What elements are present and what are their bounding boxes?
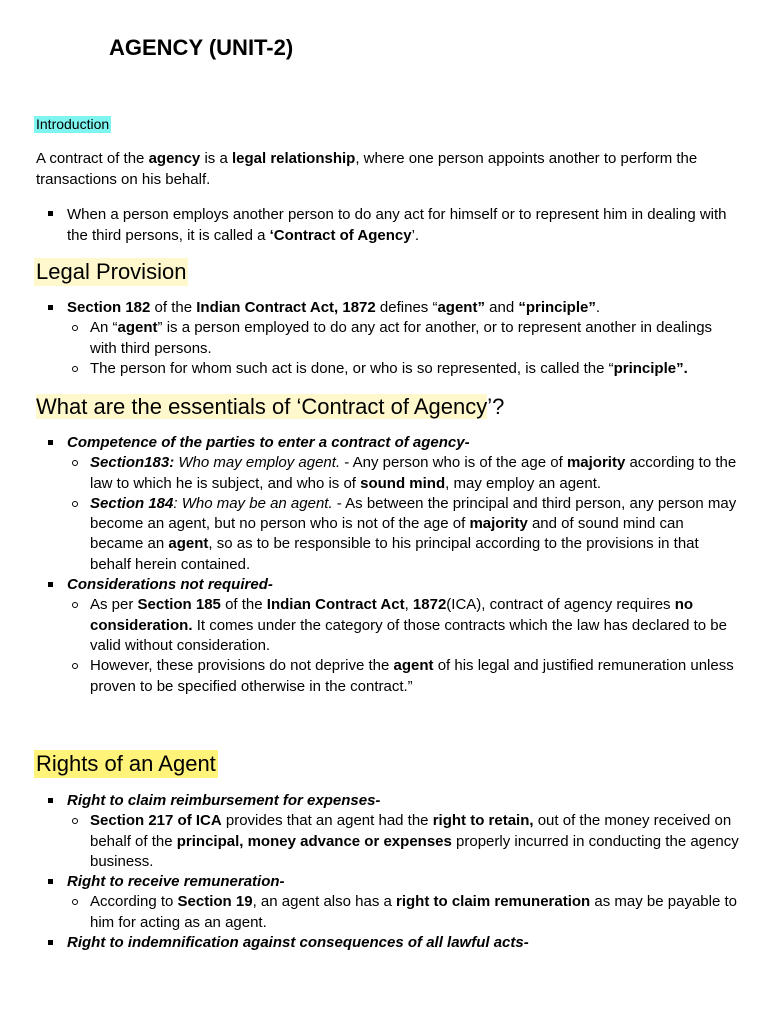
essentials-heading: What are the essentials of ‘Contract of Agency’?	[36, 394, 505, 419]
introduction-label: Introduction	[36, 116, 110, 132]
sub-list-item: Section 217 of ICA provides that an agent had the right to retain, out of the money received on behalf of the principal, money advance or expenses properly incurred in conducting the agency business.	[67, 811, 740, 872]
sub-list-item: Section183: Who may employ agent. - Any person who is of the age of majority according to the law to which he is subject, and who is of sound mind, may employ an agent.	[67, 453, 740, 494]
intro-list	[0, 204, 740, 246]
list-item: Considerations not required- As per Section 185 of the Indian Contract Act, 1872(ICA), contract of agency requires no consideration. It comes under the category of those contracts which the law has declared to be valid without consideration. However, these provisions do not deprive the agent of his legal and justified remuneration unless proven to be specified otherwise in the contract.”	[0, 575, 740, 697]
rights-heading: Rights of an Agent	[36, 751, 216, 776]
page-title: AGENCY (UNIT-2)	[109, 35, 294, 60]
sub-list-item: Section 184: Who may be an agent. - As between the principal and third person, any person may become an agent, but no person who is not of the age of majority and of sound mind can became an agent, so as to be responsible to his principal according to the provisions in that behalf herein contained.	[67, 494, 740, 575]
list-item: Right to receive remuneration- According to Section 19, an agent also has a right to claim remuneration as may be payable to him for acting as an agent.	[0, 872, 740, 933]
intro-paragraph: A contract of the agency is a legal relationship, where one person appoints another to perform the transactions on his behalf.	[36, 150, 698, 188]
sub-list-item: The person for whom such act is done, or who is so represented, is called the “principle”.	[67, 359, 740, 379]
legal-provision-list	[0, 298, 740, 379]
list-item: Section 182 of the Indian Contract Act, 1872 defines “agent” and “principle”. An “agent” is a person employed to do any act for another, or to represent another in dealings with third persons. The person for whom such act is done, or who is so represented, is called the “principle”.	[0, 298, 740, 379]
essentials-list	[0, 433, 740, 697]
sub-list-item: As per Section 185 of the Indian Contract Act, 1872(ICA), contract of agency requires no consideration. It comes under the category of those contracts which the law has declared to be valid without consideration.	[67, 595, 740, 656]
list-item: Competence of the parties to enter a contract of agency- Section183: Who may employ agent. - Any person who is of the age of majority according to the law to which he is subject, and who is of sound mind, may employ an agent. Section 184: Who may be an agent. - As between the principal and third person, any person may become an agent, but no person who is not of the age of majority and of sound mind can became an agent, so as to be responsible to his principal according to the provisions in that behalf herein contained.	[0, 433, 740, 575]
sub-list-item: According to Section 19, an agent also has a right to claim remuneration as may be payable to him for acting as an agent.	[67, 892, 740, 933]
legal-provision-heading: Legal Provision	[36, 259, 187, 284]
list-item: Right to claim reimbursement for expenses- Section 217 of ICA provides that an agent had the right to retain, out of the money received on behalf of the principal, money advance or expenses properly incurred in conducting the agency business.	[0, 791, 740, 872]
sub-list-item: However, these provisions do not deprive the agent of his legal and justified remuneration unless proven to be specified otherwise in the contract.”	[67, 656, 740, 697]
sub-list-item: An “agent” is a person employed to do any act for another, or to represent another in dealings with third persons.	[67, 318, 740, 359]
list-item: Right to indemnification against consequences of all lawful acts-	[0, 933, 740, 953]
list-item: When a person employs another person to do any act for himself or to represent him in dealing with the third persons, it is called a ‘Contract of Agency’.	[0, 204, 740, 246]
rights-list	[0, 791, 740, 953]
